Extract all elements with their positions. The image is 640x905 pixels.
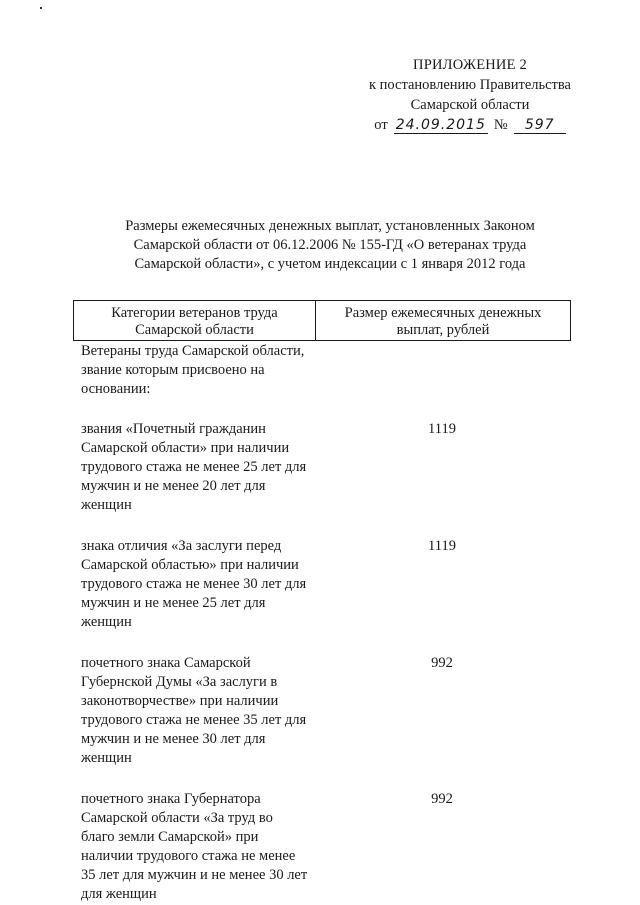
table-intro: Ветераны труда Самарской области, звание которым присвоено на основании: — [81, 343, 305, 397]
appendix-date-line — [340, 115, 600, 135]
handwritten-number: 597 — [514, 117, 566, 134]
row-category: знака отличия «За заслуги перед Самарской областью» при наличии трудового стажа не менее 30 лет для мужчин и не менее 25 лет для женщин — [81, 538, 307, 630]
handwritten-date: 24.09.2015 — [395, 117, 486, 133]
table-row — [73, 790, 571, 904]
date-prefix: от — [374, 117, 388, 133]
row-amount: 992 — [431, 655, 453, 671]
number-prefix: № — [493, 117, 508, 133]
row-amount: 992 — [431, 791, 453, 807]
table-row — [73, 654, 571, 768]
row-category: почетного знака Губернатора Самарской области «За труд во благо земли Самарской» при наличии трудового стажа не менее 35 лет для мужчин и не менее 30 лет для женщин — [81, 791, 308, 902]
appendix-line-2: Самарской области — [410, 97, 530, 113]
row-category: звания «Почетный гражданин Самарской области» при наличии трудового стажа не менее 25 лет для мужчин и не менее 20 лет для женщин — [81, 421, 307, 513]
appendix-block — [340, 55, 600, 135]
row-category: почетного знака Самарской Губернской Думы «За заслуги в законотворчестве» при наличии трудового стажа не менее 35 лет для мужчин и не менее 30 лет для женщин — [81, 655, 307, 766]
appendix-line-1: к постановлению Правительства — [369, 77, 571, 93]
heading-line-2: Самарской области от 06.12.2006 № 155-ГД «О ветеранах труда — [133, 237, 527, 253]
column-header-category: Категории ветеранов труда Самарской области — [74, 301, 316, 340]
table-row — [73, 537, 571, 632]
document-heading — [80, 217, 580, 274]
column-header-amount: Размер ежемесячных денежных выплат, рублей — [344, 305, 542, 338]
heading-line-1: Размеры ежемесячных денежных выплат, установленных Законом — [125, 218, 535, 234]
row-amount: 1119 — [428, 421, 456, 437]
appendix-title: ПРИЛОЖЕНИЕ 2 — [413, 57, 527, 73]
payments-table — [73, 300, 571, 904]
scan-speck — [40, 7, 42, 9]
heading-line-3: Самарской области», с учетом индексации с 1 января 2012 года — [134, 256, 526, 272]
table-row — [73, 420, 571, 515]
table-header — [73, 300, 571, 341]
row-amount: 1119 — [428, 538, 456, 554]
